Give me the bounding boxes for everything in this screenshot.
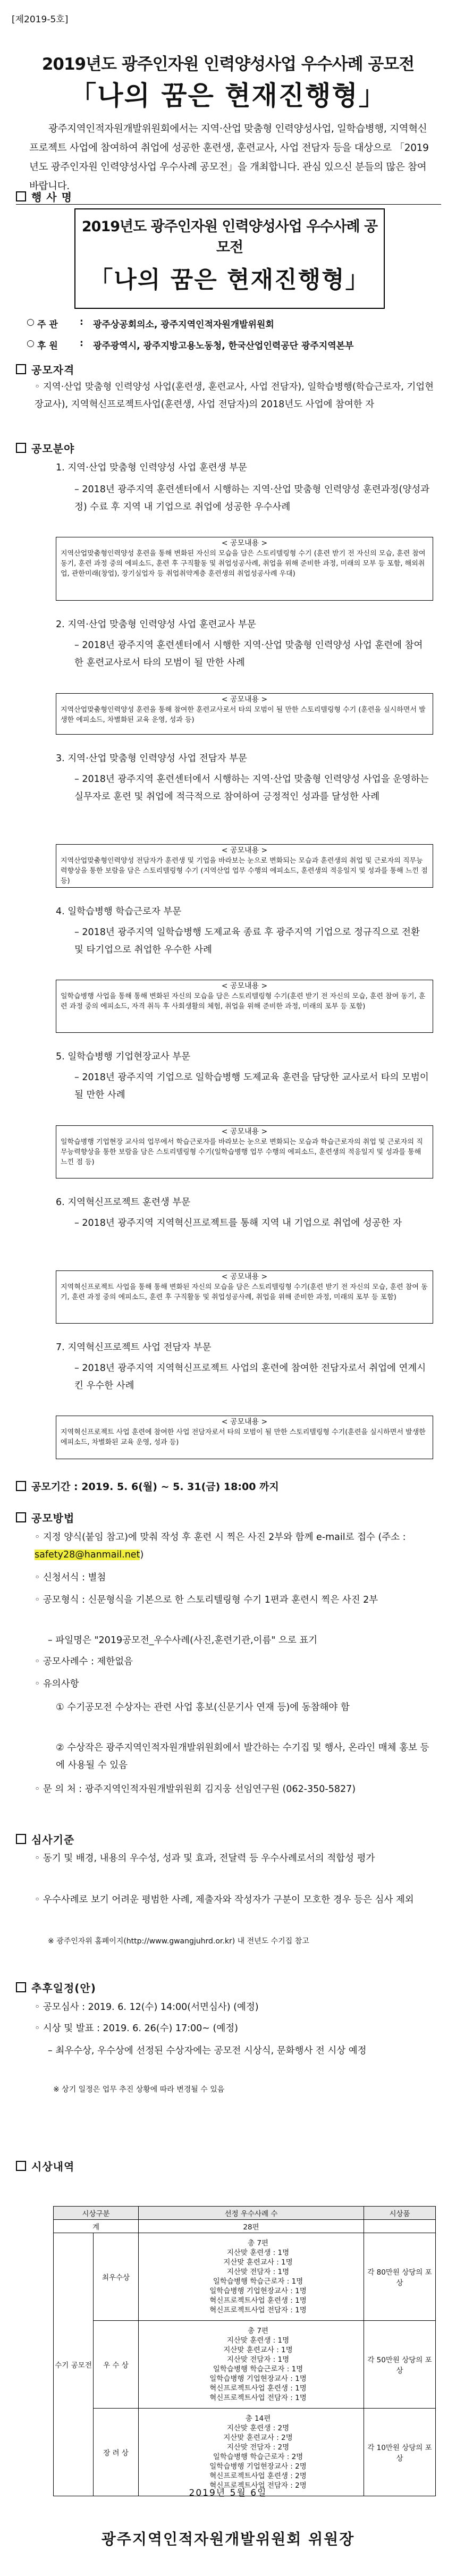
awards-head-category: 시상구분	[54, 2207, 139, 2220]
section-event-name: 행 사 명	[16, 189, 72, 204]
section-review: 심사기준	[16, 1831, 74, 1847]
awards-prize: 각 80만원 상당의 포상	[364, 2233, 436, 2321]
headline-title: 2019년도 광주인자원 인력양성사업 우수사례 공모전	[41, 55, 415, 74]
field-category-4: 4. 일학습병행 학습근로자 부문	[56, 906, 182, 917]
field-category-2-box: < 공모내용 > 지역산업맞춤형인력양성 훈련을 통해 참여한 훈련교사로서 타의 모범이 될 만한 스토리텔링형 수기 (훈련을 실시하면서 발생한 에피소드, 차별화된 교육 운영, 성과 등)	[56, 693, 433, 735]
event-title-line1: 2019년도 광주인자원 인력양성사업 우수사례 공모전	[81, 218, 378, 256]
awards-prize: 각 10만원 상당의 포상	[364, 2409, 436, 2496]
square-bullet-icon	[16, 2161, 26, 2171]
field-category-1: 1. 지역·산업 맞춤형 인력양성 사업 훈련생 부문	[56, 462, 247, 473]
event-title-line2: 「나의 꿈은 현재진행형」	[89, 266, 370, 293]
note-2: ② 수상작은 광주지역인적자원개발위원회에서 발간하는 수기집 및 행사, 온라인 매체 홍보 등에 사용될 수 있음	[56, 1742, 429, 1771]
square-bullet-icon	[16, 191, 26, 201]
method-filename: – 파일명은 "2019공모전_우수사례(사진,훈련기관,이름" 으로 표기	[48, 1635, 318, 1646]
awards-count-list: 총 14편 지산맞 훈련생 : 2명 지산맞 훈련교사 : 2명 지산맞 전담자 : 2명 일학습병행 학습근로자 : 2명 일학습병행 기업현장교사 : 2명 혁신프로젝트사업 훈련생 : 2명 혁신프로젝트사업 전담자 : 2명	[139, 2409, 364, 2496]
footer-organization: 광주지역인적자원개발위원회 위원장	[101, 2530, 355, 2548]
awards-count-list: 총 7편 지산맞 훈련생 : 1명 지산맞 훈련교사 : 1명 지산맞 전담자 : 1명 일학습병행 학습근로자 : 1명 일학습병행 기업현장교사 : 1명 혁신프로젝트사업 훈련생 : 1명 혁신프로젝트사업 전담자 : 1명	[139, 2321, 364, 2409]
method-form: ◦ 신청서식 : 별첨	[35, 1572, 106, 1583]
table-row	[54, 2233, 436, 2321]
schedule-award-desc: – 최우수상, 우수상에 선정된 수상자에는 공모전 시상식, 문화행사 전 시상 예정	[48, 2045, 367, 2056]
table-row	[54, 2409, 436, 2496]
section-method: 공모방법	[16, 1510, 74, 1525]
field-category-7-desc: – 2018년 광주지역 지역혁신프로젝트 사업의 훈련에 참여한 전담자로서 취업에 연계시킨 우수한 사례	[74, 1363, 426, 1391]
note-1: ① 수기공모전 수상자는 관련 사업 홍보(신문기사 연재 등)에 동참해야 함	[56, 1702, 350, 1713]
review-note: ※ 광주인자위 홈페이지(http://www.gwangjuhrd.or.kr) 내 전년도 수기집 참고	[48, 1937, 309, 1946]
section-awards: 시상내역	[16, 2158, 74, 2174]
awards-head-count: 선정 우수사례 수	[139, 2207, 364, 2220]
circle-bullet-icon: ○	[27, 338, 35, 349]
eligibility-text: ◦ 지역·산업 맞춤형 인력양성 사업(훈련생, 훈련교사, 사업 전담자), 일학습병행(학습근로자, 기업현장교사), 지역혁신프로젝트사업(훈련생, 사업 전담자)의 2018년도 사업에 참여한 자	[35, 382, 434, 410]
field-category-4-box: < 공모내용 > 일학습병행 사업을 통해 통해 변화된 자신의 모습을 담은 스토리텔링형 수기(훈련 받기 전 자신의 모습, 훈련 참여 동기, 훈련 과정 중의 에피소드, 자격 취득 후 사회생활의 체험, 취업을 위해 준비한 과정, 미래의 포부 등 포함)	[56, 980, 433, 1033]
section-schedule: 추후일정(안)	[16, 1980, 96, 1995]
event-title-box	[74, 208, 385, 309]
review-1: ◦ 동기 및 배경, 내용의 우수성, 성과 및 효과, 전달력 등 우수사례로서의 적합성 평가	[35, 1853, 375, 1864]
awards-grade: 최우수상	[94, 2233, 139, 2321]
field-category-1-desc: – 2018년 광주지역 훈련센터에서 시행하는 지역·산업 맞춤형 인력양성 훈련과정(양성과정) 수료 후 지역 내 기업으로 취업에 성공한 우수사례	[74, 484, 430, 512]
awards-grade: 장 려 상	[94, 2409, 139, 2496]
footer-date: 2019년 5월 6일	[189, 2488, 267, 2498]
field-category-6: 6. 지역혁신프로젝트 훈련생 부문	[56, 1197, 191, 1208]
support-value: 광주광역시, 광주지방고용노동청, 한국산업인력공단 광주지역본부	[93, 341, 354, 351]
field-category-3-box: < 공모내용 > 지역산업맞춤형인력양성 전담자가 훈련생 및 기업을 바라보는 눈으로 변화되는 모습과 훈련생의 취업 및 근로자의 직무능력향상을 통한 보람을 담은 스토리텔링형 수기 (지역산업 업무 수행의 에피소드, 훈련생의 적응일지 및 성과를 통해 느낀 점 등)	[56, 844, 433, 888]
awards-prize: 각 50만원 상당의 포상	[364, 2321, 436, 2409]
schedule-award: ◦ 시상 및 발표 : 2019. 6. 26(수) 17:00~ (예정)	[35, 2023, 238, 2034]
awards-group-label: 수기 공모전	[54, 2233, 94, 2496]
schedule-review: ◦ 공모심사 : 2019. 6. 12(수) 14:00(서면심사) (예정)	[35, 2002, 259, 2013]
field-category-1-box: < 공모내용 > 지역산업맞춤형인력양성 훈련을 통해 변화된 자신의 모습을 담은 스토리텔링형 수기 (훈련 받기 전 자신의 모습, 훈련 참여 동기, 훈련 과정 중의 에피소드, 훈련 후 구직활동 및 취업성공사례, 취업을 위해 준비한 과정, 미래의 모부 등 포함, 해외취업, 관한미래(창업), 장기실업자 등 취업취약계층 훈련생의 취업성공사례 우대)	[56, 537, 433, 601]
field-category-2-desc: – 2018년 광주지역 훈련센터에서 시행한 지역·산업 맞춤형 인력양성 사업 훈련에 참여한 훈련교사로서 타의 모범이 될 만한 사례	[74, 640, 423, 668]
awards-total-count: 28편	[139, 2220, 364, 2233]
awards-count-list: 총 7편 지산맞 훈련생 : 1명 지산맞 훈련교사 : 1명 지산맞 전담자 : 1명 일학습병행 학습근로자 : 1명 일학습병행 기업현장교사 : 1명 혁신프로젝트사업 훈련생 : 1명 혁신프로젝트사업 전담자 : 1명	[139, 2233, 364, 2321]
section-period: 공모기간 : 2019. 5. 6(월) ~ 5. 31(금) 18:00 까지	[16, 1479, 279, 1493]
host-value: 광주상공회의소, 광주지역인적자원개발위원회	[93, 319, 274, 330]
field-category-6-box: < 공모내용 > 지역혁신프로젝트 사업을 통해 통해 변화된 자신의 모습을 담은 스토리텔링형 수기(훈련 받기 전 자신의 모습, 훈련 참여 동기, 훈련 과정 중의 에피소드, 훈련 후 구직활동 및 취업성공사례, 취업을 위해 준비한 과정, 미래의 포부 등 포함)	[56, 1270, 433, 1324]
contact-info: ◦ 문 의 처 : 광주지역인적자원개발위원회 김지웅 선임연구원 (062-350-5827)	[35, 1784, 356, 1795]
square-bullet-icon	[16, 364, 26, 374]
awards-grade: 우 수 상	[94, 2321, 139, 2409]
field-category-5-desc: – 2018년 광주지역 기업으로 일학습병행 도제교육 훈련을 담당한 교사로서 타의 모범이 될 만한 사례	[74, 1072, 429, 1100]
support-row: ○ 후 원 : 광주광역시, 광주지방고용노동청, 한국산업인력공단 광주지역본부	[27, 338, 354, 351]
table-row	[54, 2321, 436, 2409]
method-notes: ◦ 유의사항	[35, 1679, 79, 1689]
square-bullet-icon	[16, 1982, 26, 1992]
field-category-5-box: < 공모내용 > 일학습병행 기업현장 교사의 업무에서 학습근로자를 바라보는 눈으로 변화되는 모습과 학습근로자의 취업 및 근로자의 직무능력향상을 통한 보람을 담은 스토리텔링형 수기(일학습병행 업무 수행의 에피소드, 훈련생의 적응일지 및 성과를 통해 느낀 점 등)	[56, 1125, 433, 1178]
square-bullet-icon	[16, 443, 26, 453]
field-category-6-desc: – 2018년 광주지역 지역혁신프로젝트를 통해 지역 내 기업으로 취업에 성공한 자	[74, 1218, 402, 1228]
form-number: [제2019-5호]	[12, 14, 69, 25]
method-submission: ◦ 지정 양식(붙임 참고)에 맞춰 작성 후 훈련 시 찍은 사진 2부와 함께 e-mail로 접수 (주소 : safety28@hanmail.net)	[35, 1532, 406, 1560]
host-row: ○ 주 관 : 광주상공회의소, 광주지역인적자원개발위원회	[27, 317, 274, 330]
intro-paragraph: 광주지역인적자원개발위원회에서는 지역·산업 맞춤형 인력양성사업, 일학습병행, 지역혁신프로젝트 사업에 참여하여 취업에 성공한 훈련생, 훈련교사, 사업 전담자 등을 대상으로 「2019년도 광주인자원 인력양성사업 우수사례 공모전」을 개최합니다. 관심 있으신 분들의 많은 참여 바랍니다.	[29, 123, 429, 192]
circle-bullet-icon: ◦	[35, 382, 43, 392]
method-format: ◦ 공모형식 : 신문형식을 기본으로 한 스토리텔링형 수기 1편과 훈련시 찍은 사진 2부	[35, 1595, 378, 1605]
email-link[interactable]: safety28@hanmail.net	[35, 1550, 140, 1560]
section-eligibility: 공모자격	[16, 361, 74, 377]
field-category-4-desc: – 2018년 광주지역 일학습병행 도제교육 종료 후 광주지역 기업으로 정규직으로 전환 및 타기업으로 취업한 우수한 사례	[74, 927, 420, 955]
square-bullet-icon	[16, 1834, 26, 1844]
headline-slogan: 「나의 꿈은 현재진행형」	[70, 80, 386, 111]
square-bullet-icon	[16, 1481, 26, 1491]
awards-total-label: 계	[54, 2220, 139, 2233]
review-2: ◦ 우수사례로 보기 어려운 평범한 사례, 제출자와 작성자가 구분이 모호한 경우 등은 심사 제외	[35, 1895, 414, 1905]
field-category-3: 3. 지역·산업 맞춤형 인력양성 사업 전담자 부문	[56, 753, 247, 764]
field-category-2: 2. 지역·산업 맞춤형 인력양성 사업 훈련교사 부문	[56, 619, 256, 630]
awards-table	[53, 2206, 436, 2496]
field-category-3-desc: – 2018년 광주지역 훈련센터에서 시행하는 지역·산업 맞춤형 인력양성 사업을 운영하는 실무자로 훈련 및 취업에 적극적으로 참여하여 긍정적인 성과를 달성한 사례	[74, 774, 429, 802]
method-count: ◦ 공모사례수 : 제한없음	[35, 1656, 133, 1667]
section-fields: 공모분야	[16, 440, 74, 456]
section-divider	[16, 204, 441, 205]
circle-bullet-icon: ○	[27, 317, 35, 327]
field-category-5: 5. 일학습병행 기업현장교사 부문	[56, 1051, 191, 1062]
field-category-7: 7. 지역혁신프로젝트 사업 전담자 부문	[56, 1342, 212, 1353]
square-bullet-icon	[16, 1512, 26, 1522]
awards-head-prize: 시상품	[364, 2207, 436, 2220]
schedule-note: ※ 상기 일정은 업무 추진 상황에 따라 변경될 수 있음	[53, 2085, 225, 2094]
field-category-7-box: < 공모내용 > 지역혁신프로젝트 사업 훈련에 참여한 사업 전담자로서 타의 모범이 될 만한 스토리텔링형 수기(훈련을 실시하면서 발생한 에피소드, 차별화된 교육 운영, 성과 등)	[56, 1416, 433, 1459]
